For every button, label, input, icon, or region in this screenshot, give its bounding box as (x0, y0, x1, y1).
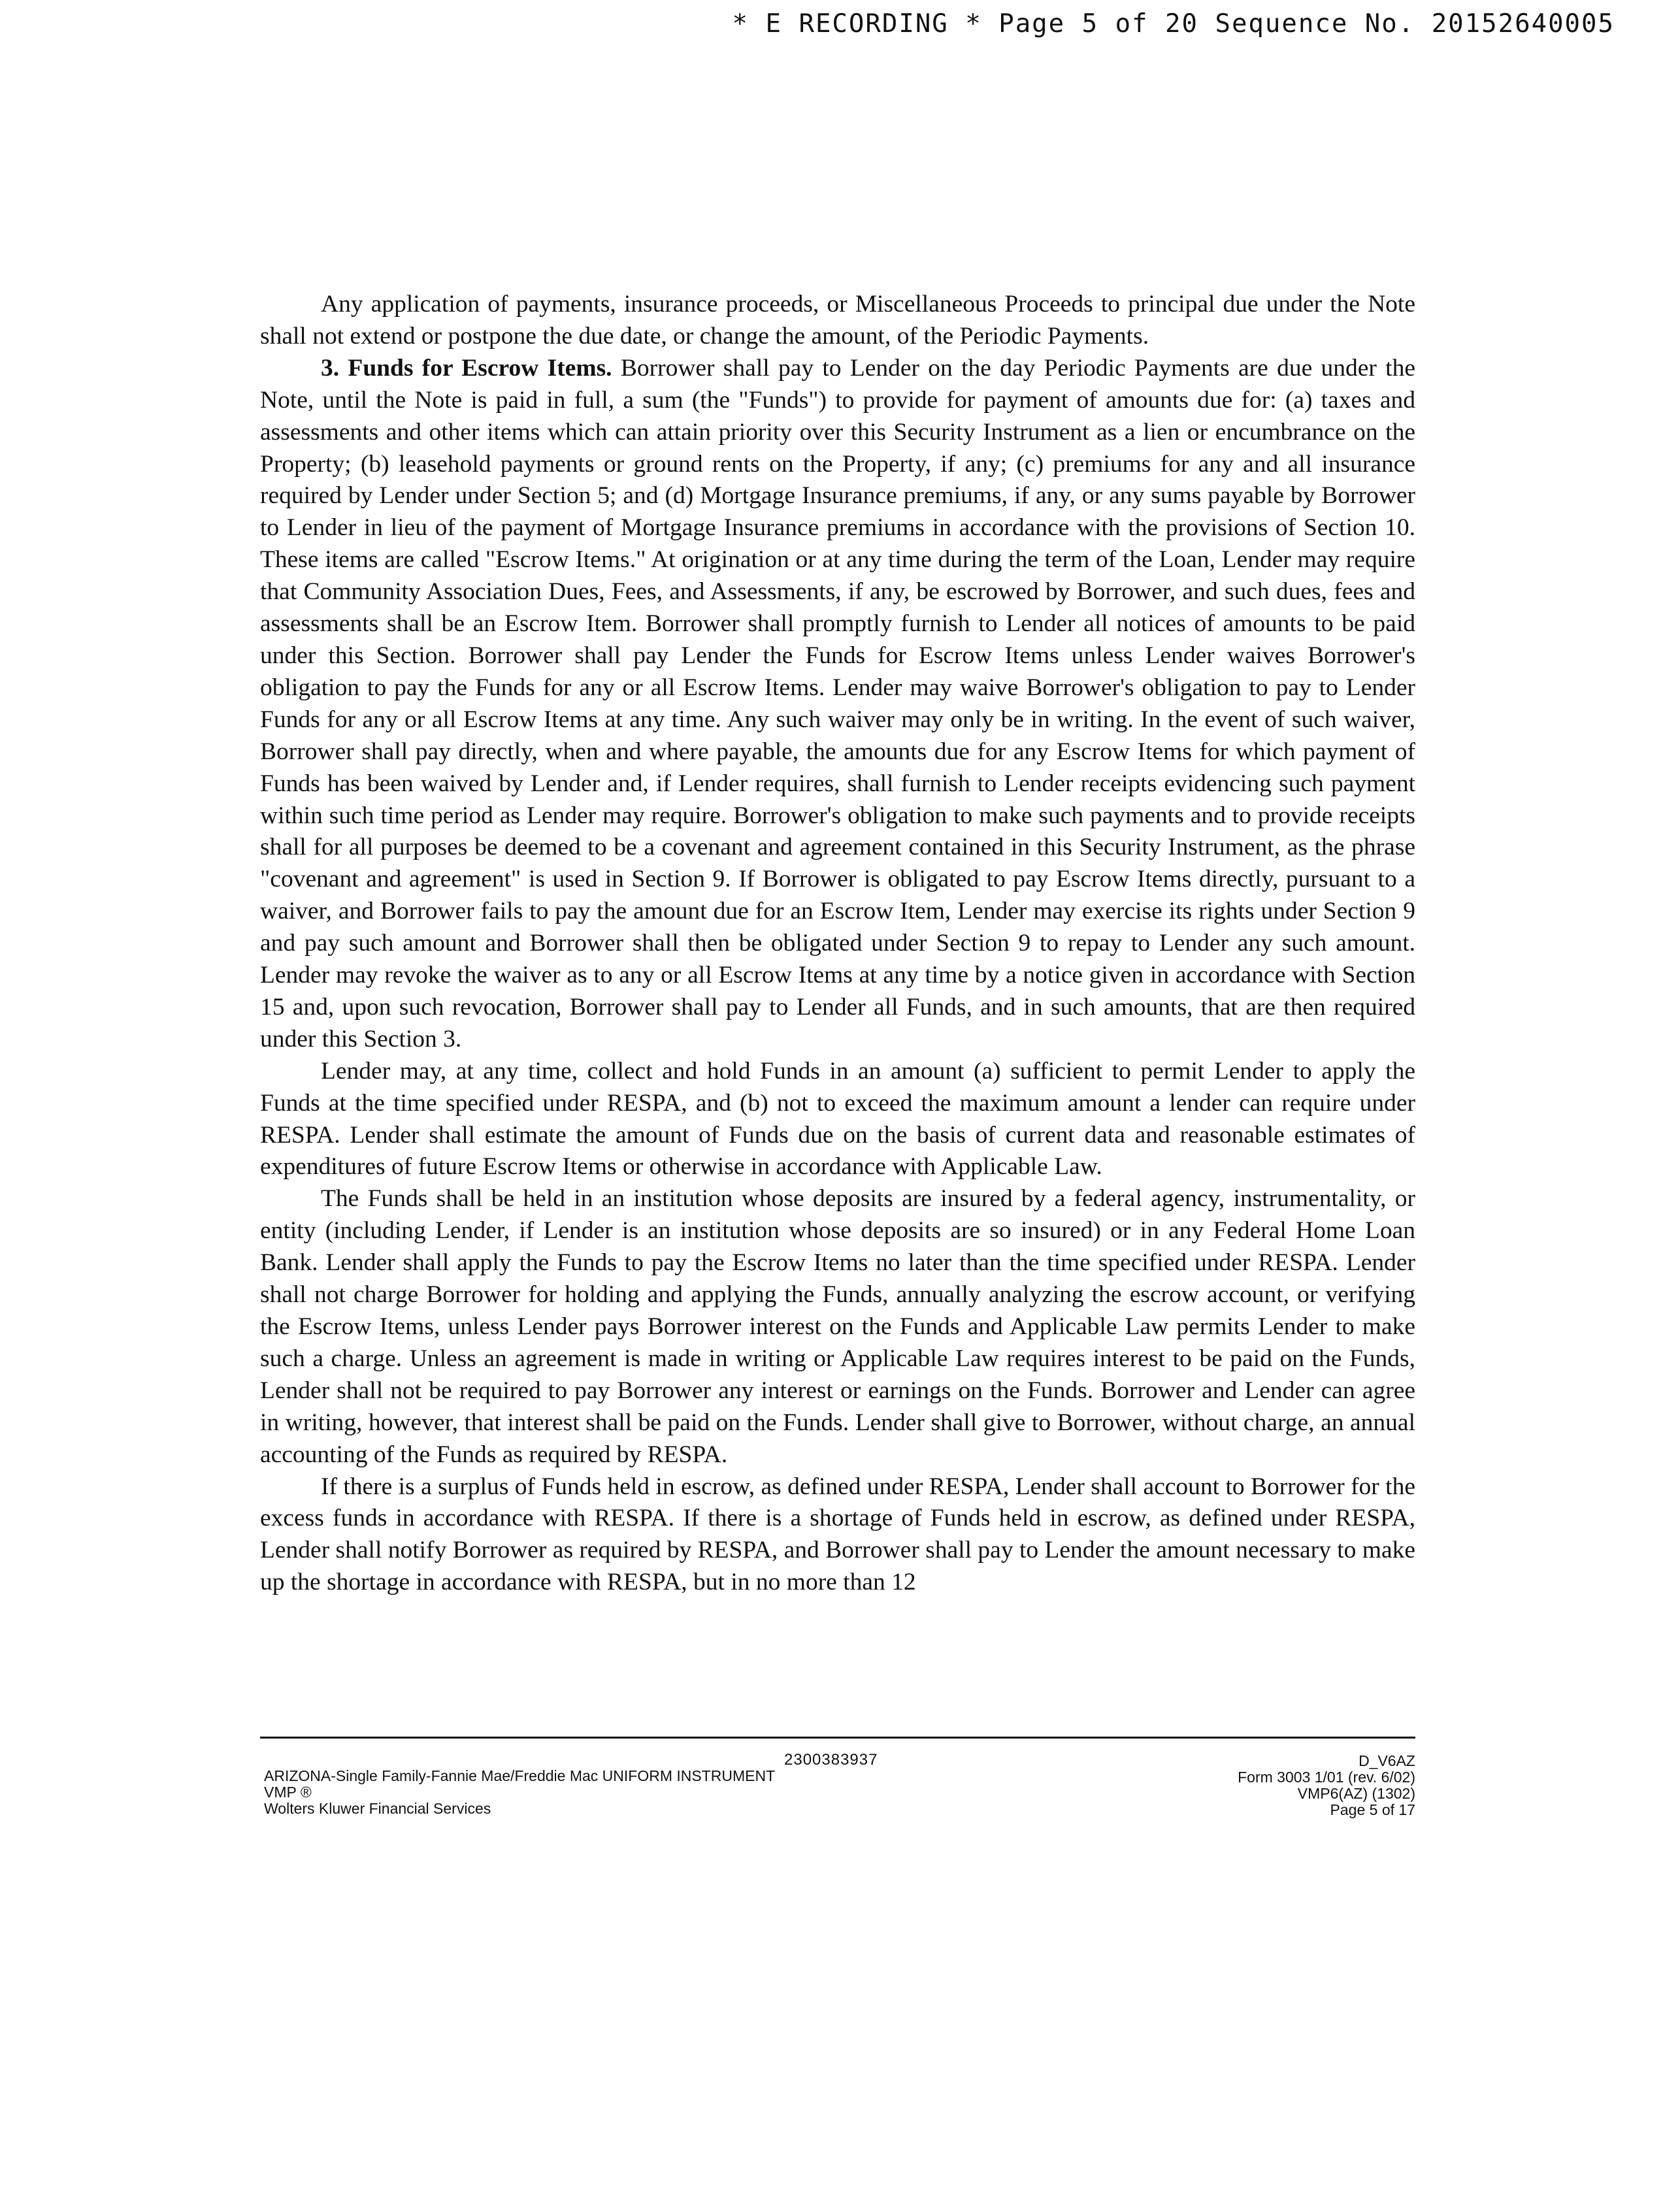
footer-loan-number: 2300383937 (784, 1751, 878, 1769)
footer-form-number: Form 3003 1/01 (rev. 6/02) (1238, 1769, 1415, 1786)
footer-publisher: Wolters Kluwer Financial Services (264, 1800, 491, 1817)
section-3-heading: 3. Funds for Escrow Items. (321, 354, 612, 382)
footer-vmp-mark: VMP ® (264, 1784, 312, 1801)
recording-header: * E RECORDING * Page 5 of 20 Sequence No. 20152640005 (732, 9, 1615, 39)
paragraph-application-of-payments: Any application of payments, insurance proceeds, or Miscellaneous Proceeds to principal due under the Note shall not extend or postpone the due date, or change the amount, of the Periodic Payments. (260, 291, 1415, 350)
paragraph-surplus-shortage: If there is a surplus of Funds held in escrow, as defined under RESPA, Lender shall account to Borrower for the excess funds in accordance with RESPA. If there is a shortage of Funds held in escrow, as defined under RESPA, Lender shall notify Borrower as required by RESPA, and Borrower shall pay to Lender the amount necessary to make up the shortage in accordance with RESPA, but in no more than 12 (260, 1473, 1415, 1596)
footer-left-block (264, 1768, 775, 1817)
document-body (260, 289, 1415, 1599)
footer-doc-code: D_V6AZ (1359, 1752, 1415, 1769)
paragraph-lender-may-collect: Lender may, at any time, collect and hold Funds in an amount (a) sufficient to permit Lender to apply the Funds at the time specified under RESPA, and (b) not to exceed the maximum amount a lender can require under RESPA. Lender shall estimate the amount of Funds due on the basis of current data and reasonable estimates of expenditures of future Escrow Items or otherwise in accordance with Applicable Law. (260, 1057, 1415, 1181)
paragraph-funds-held: The Funds shall be held in an institution whose deposits are insured by a federal agency, instrumentality, or entity (including Lender, if Lender is an institution whose deposits are so insured) or in any Federal Home Loan Bank. Lender shall apply the Funds to pay the Escrow Items no later than the time specified under RESPA. Lender shall not charge Borrower for holding and applying the Funds, annually analyzing the escrow account, or verifying the Escrow Items, unless Lender pays Borrower interest on the Funds and Applicable Law permits Lender to make such a charge. Unless an agreement is made in writing or Applicable Law requires interest to be paid on the Funds, Lender shall not be required to pay Borrower any interest or earnings on the Funds. Borrower and Lender can agree in writing, however, that interest shall be paid on the Funds. Lender shall give to Borrower, without charge, an annual accounting of the Funds as required by RESPA. (260, 1185, 1415, 1468)
footer-page-number: Page 5 of 17 (1330, 1801, 1415, 1818)
section-3-funds-for-escrow-items (260, 353, 1415, 1056)
footer-right-block (1238, 1753, 1415, 1818)
footer-divider (260, 1737, 1415, 1739)
footer-instrument-title: ARIZONA-Single Family-Fannie Mae/Freddie Mac UNIFORM INSTRUMENT (264, 1767, 776, 1784)
section-3-text: Borrower shall pay to Lender on the day Periodic Payments are due under the Note, until the Note is paid in full, a sum (the "Funds") to provide for payment of amounts due for: (a) taxes and assessments and other items which can attain priority over this Security Instrument as a lien or encumbrance on the Property; (b) leasehold payments or ground rents on the Property, if any; (c) premiums for any and all insurance required by Lender under Section 5; and (d) Mortgage Insurance premiums, if any, or any sums payable by Borrower to Lender in lieu of the payment of Mortgage Insurance premiums in accordance with the provisions of Section 10. These items are called "Escrow Items." At origination or at any time during the term of the Loan, Lender may require that Community Association Dues, Fees, and Assessments, if any, be escrowed by Borrower, and such dues, fees and assessments shall be an Escrow Item. Borrower shall promptly furnish to Lender all notices of amounts to be paid under this Section. Borrower shall pay Lender the Funds for Escrow Items unless Lender waives Borrower's obligation to pay the Funds for any or all Escrow Items. Lender may waive Borrower's obligation to pay to Lender Funds for any or all Escrow Items at any time. Any such waiver may only be in writing. In the event of such waiver, Borrower shall pay directly, when and where payable, the amounts due for any Escrow Items for which payment of Funds has been waived by Lender and, if Lender requires, shall furnish to Lender receipts evidencing such payment within such time period as Lender may require. Borrower's obligation to make such payments and to provide receipts shall for all purposes be deemed to be a covenant and agreement contained in this Security Instrument, as the phrase "covenant and agreement" is used in Section 9. If Borrower is obligated to pay Escrow Items directly, pursuant to a waiver, and Borrower fails to pay the amount due for an Escrow Item, Lender may exercise its rights under Section 9 and pay such amount and Borrower shall then be obligated under Section 9 to repay to Lender any such amount. Lender may revoke the waiver as to any or all Escrow Items at any time by a notice given in accordance with Section 15 and, upon such revocation, Borrower shall pay to Lender all Funds, and in such amounts, that are then required under this Section 3. (260, 354, 1415, 1053)
footer-vmp-code: VMP6(AZ) (1302) (1297, 1785, 1415, 1802)
